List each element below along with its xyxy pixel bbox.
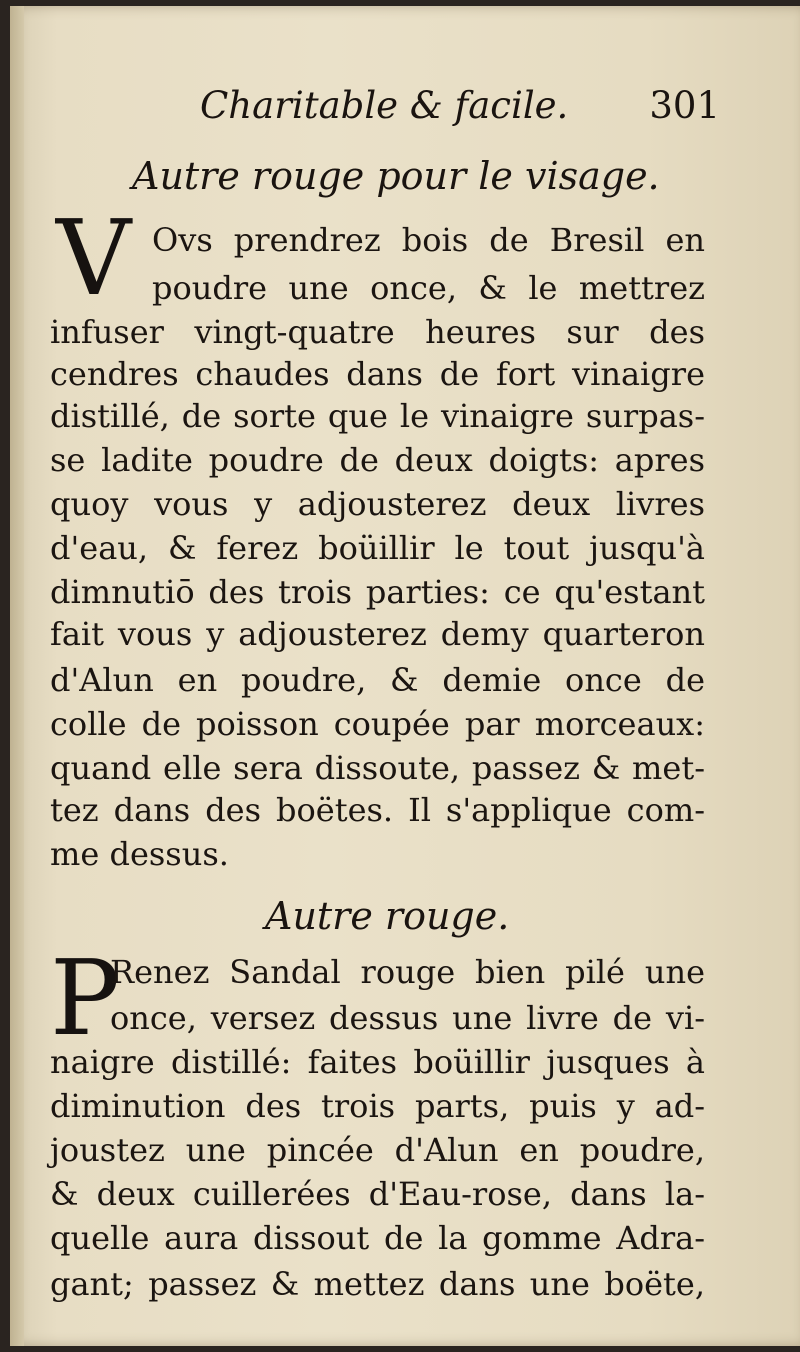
text-line: infuser vingt-quatre heures sur des	[50, 313, 705, 351]
text-line: diminution des trois parts, puis y ad-	[50, 1087, 705, 1125]
text-line: poudre une once, & le mettrez	[152, 269, 705, 307]
text-line: quelle aura dissout de la gomme Adra-	[50, 1219, 705, 1257]
text-line: cendres chaudes dans de fort vinaigre	[50, 355, 705, 393]
text-line: Renez Sandal rouge bien pilé une	[110, 953, 705, 991]
running-head	[200, 84, 720, 134]
text-line: colle de poisson coupée par morceaux:	[50, 705, 705, 743]
text-line: d'Alun en poudre, & demie once de	[50, 661, 705, 699]
text-line: d'eau, & ferez boüillir le tout jusqu'à	[50, 529, 705, 567]
text-line: & deux cuillerées d'Eau-rose, dans la-	[50, 1175, 705, 1213]
text-line: distillé, de sorte que le vinaigre surpas-	[50, 397, 705, 435]
text-line: me dessus.	[50, 835, 229, 873]
running-title: Charitable & facile.	[200, 84, 569, 127]
drop-cap-1: V	[56, 197, 132, 319]
text-line: joustez une pincée d'Alun en poudre,	[50, 1131, 705, 1169]
text-line: quoy vous y adjousterez deux livres	[50, 485, 705, 523]
text-line: naigre distillé: faites boüillir jusques à	[50, 1043, 705, 1081]
text-line: Ovs prendrez bois de Bresil en	[152, 221, 705, 259]
text-line: quand elle sera dissoute, passez & met-	[50, 749, 705, 787]
text-line: se ladite poudre de deux doigts: apres	[50, 441, 705, 479]
book-page	[10, 6, 800, 1346]
text-line: once, versez dessus une livre de vi-	[110, 999, 705, 1037]
page-number: 301	[649, 84, 720, 127]
section-heading-1: Autre rouge pour le visage.	[132, 154, 660, 198]
text-line: dimnutiō des trois parties: ce qu'estant	[50, 573, 705, 611]
text-line: tez dans des boëtes. Il s'applique com-	[50, 791, 705, 829]
text-line: fait vous y adjousterez demy quarteron	[50, 615, 705, 653]
text-line: gant; passez & mettez dans une boëte,	[50, 1265, 705, 1303]
section-heading-2: Autre rouge.	[265, 894, 510, 938]
page-gutter	[10, 6, 24, 1346]
drop-cap-2: P	[50, 937, 120, 1059]
